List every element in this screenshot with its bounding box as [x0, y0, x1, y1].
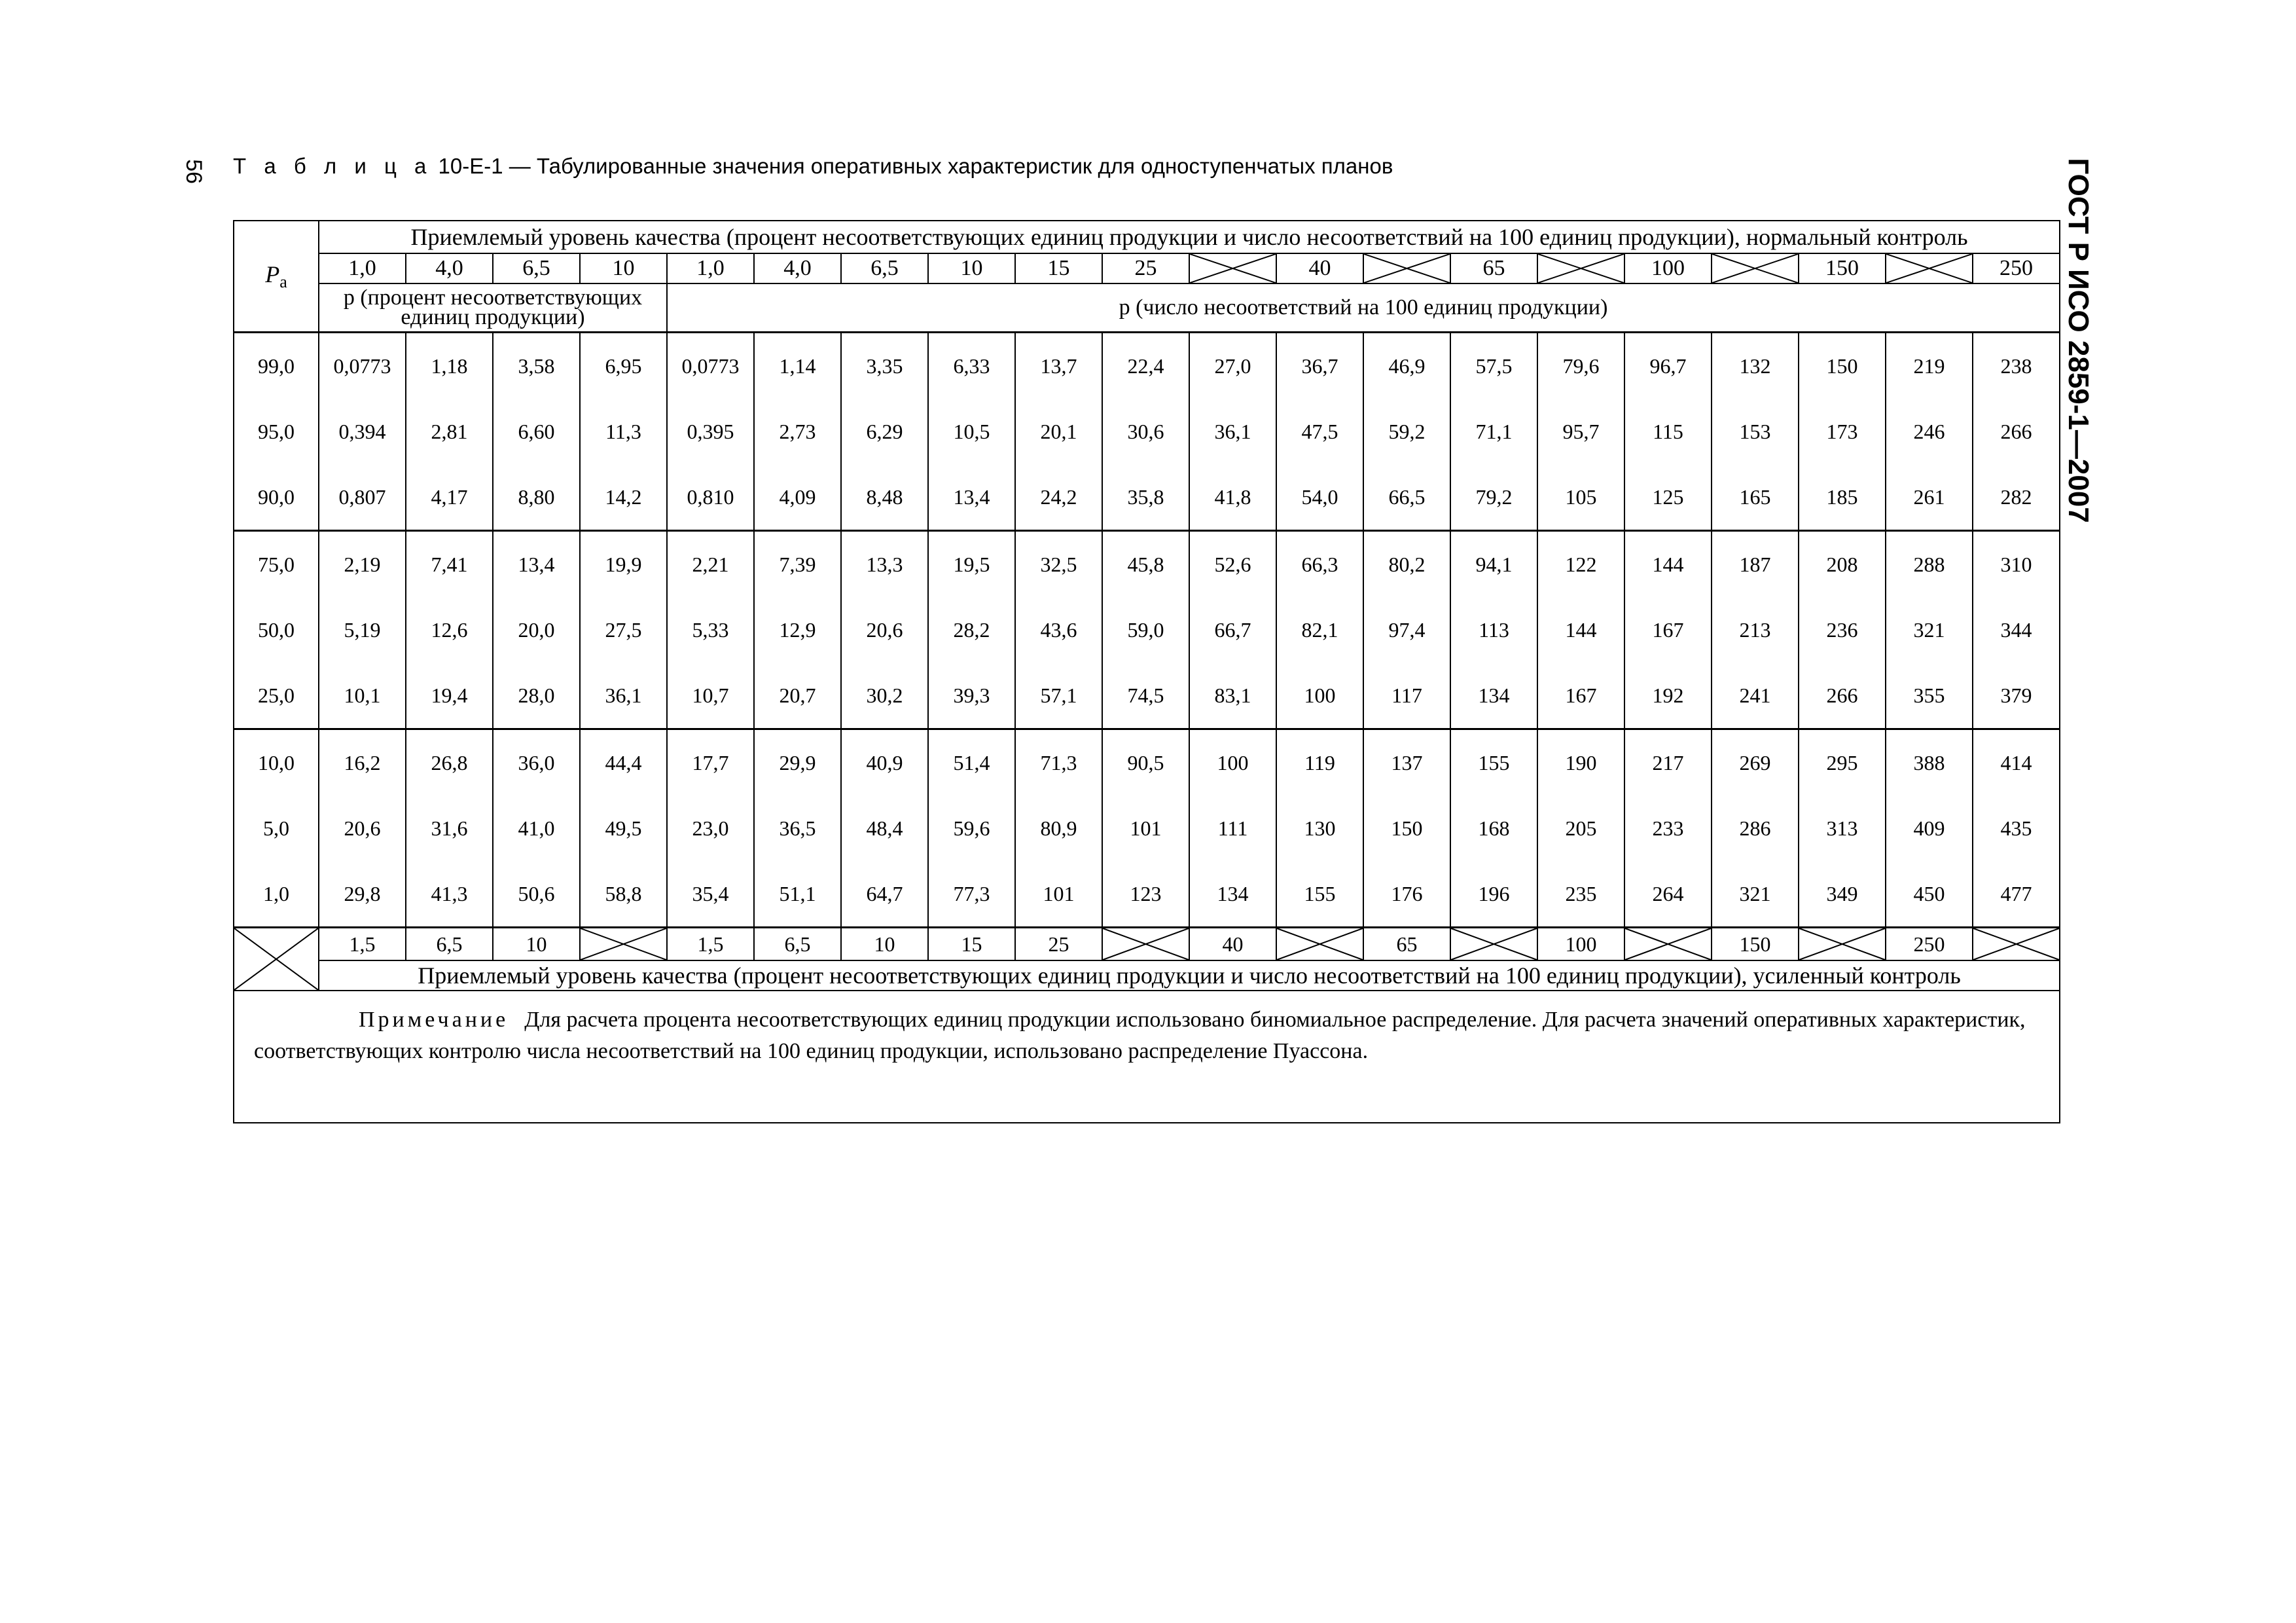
oc-value-cell: 217: [1624, 729, 1712, 796]
oc-value-cell: 58,8: [580, 861, 667, 928]
normal-aql-cell: 1,0: [667, 253, 754, 283]
tightened-aql-crossed-cell: [1276, 928, 1363, 961]
oc-value-cell: 1,18: [406, 333, 493, 399]
oc-value-cell: 19,5: [928, 531, 1015, 598]
oc-value-cell: 36,1: [580, 663, 667, 729]
normal-aql-cell: 4,0: [754, 253, 841, 283]
oc-value-cell: 266: [1799, 663, 1886, 729]
oc-value-cell: 27,5: [580, 597, 667, 663]
oc-value-cell: 288: [1886, 531, 1973, 598]
oc-value-cell: 190: [1537, 729, 1624, 796]
table-row: [234, 597, 2060, 663]
tightened-aql-cell: 250: [1886, 928, 1973, 961]
oc-value-cell: 4,17: [406, 464, 493, 531]
oc-value-cell: 8,80: [493, 464, 580, 531]
tightened-aql-cell: 40: [1189, 928, 1276, 961]
oc-value-cell: 11,3: [580, 399, 667, 464]
oc-value-cell: 269: [1712, 729, 1799, 796]
oc-value-cell: 1,14: [754, 333, 841, 399]
oc-value-cell: 150: [1799, 333, 1886, 399]
oc-value-cell: 155: [1450, 729, 1537, 796]
oc-value-cell: 36,1: [1189, 399, 1276, 464]
oc-value-cell: 155: [1276, 861, 1363, 928]
normal-aql-cell: 10: [580, 253, 667, 283]
oc-value-cell: 31,6: [406, 795, 493, 861]
oc-value-cell: 310: [1973, 531, 2060, 598]
normal-aql-cell: 40: [1276, 253, 1363, 283]
oc-value-cell: 344: [1973, 597, 2060, 663]
oc-value-cell: 0,0773: [319, 333, 406, 399]
oc-value-cell: 35,8: [1102, 464, 1189, 531]
oc-value-cell: 80,9: [1015, 795, 1102, 861]
oc-value-cell: 282: [1973, 464, 2060, 531]
oc-table: [233, 220, 2060, 1123]
oc-value-cell: 349: [1799, 861, 1886, 928]
table-row: [234, 861, 2060, 928]
normal-aql-cell: 6,5: [493, 253, 580, 283]
oc-value-cell: 10,5: [928, 399, 1015, 464]
oc-value-cell: 35,4: [667, 861, 754, 928]
table-row: [234, 663, 2060, 729]
table-caption-text: 10-Е-1 — Табулированные значения оперативных характеристик для одноступенчатых планов: [438, 154, 1393, 178]
oc-value-cell: 6,29: [841, 399, 928, 464]
oc-value-cell: 238: [1973, 333, 2060, 399]
oc-value-cell: 83,1: [1189, 663, 1276, 729]
oc-value-cell: 59,0: [1102, 597, 1189, 663]
header-normal-inspection: Приемлемый уровень качества (процент несоответствующих единиц продукции и число несоответствий на 100 единиц продукции), нормальный контроль: [319, 221, 2060, 253]
oc-value-cell: 111: [1189, 795, 1276, 861]
pa-value-cell: 50,0: [234, 597, 319, 663]
pa-value-cell: 75,0: [234, 531, 319, 598]
oc-value-cell: 44,4: [580, 729, 667, 796]
tightened-aql-cell: 10: [841, 928, 928, 961]
oc-value-cell: 36,0: [493, 729, 580, 796]
oc-value-cell: 13,3: [841, 531, 928, 598]
oc-value-cell: 6,33: [928, 333, 1015, 399]
oc-value-cell: 77,3: [928, 861, 1015, 928]
tightened-aql-crossed-cell: [580, 928, 667, 961]
oc-value-cell: 3,58: [493, 333, 580, 399]
oc-value-cell: 150: [1363, 795, 1450, 861]
standard-designation: ГОСТ Р ИСО 2859-1—2007: [2062, 158, 2094, 523]
oc-value-cell: 379: [1973, 663, 2060, 729]
tightened-aql-cell: 150: [1712, 928, 1799, 961]
pa-value-cell: 90,0: [234, 464, 319, 531]
oc-value-cell: 79,2: [1450, 464, 1537, 531]
oc-value-cell: 95,7: [1537, 399, 1624, 464]
oc-value-cell: 7,41: [406, 531, 493, 598]
oc-value-cell: 167: [1537, 663, 1624, 729]
tightened-aql-cell: 1,5: [667, 928, 754, 961]
oc-value-cell: 130: [1276, 795, 1363, 861]
normal-aql-crossed-cell: [1537, 253, 1624, 283]
oc-value-cell: 0,810: [667, 464, 754, 531]
oc-value-cell: 266: [1973, 399, 2060, 464]
oc-value-cell: 144: [1624, 531, 1712, 598]
oc-value-cell: 123: [1102, 861, 1189, 928]
oc-value-cell: 12,9: [754, 597, 841, 663]
oc-value-cell: 71,3: [1015, 729, 1102, 796]
normal-aql-cell: 15: [1015, 253, 1102, 283]
normal-aql-cell: 6,5: [841, 253, 928, 283]
normal-aql-crossed-cell: [1712, 253, 1799, 283]
oc-value-cell: 196: [1450, 861, 1537, 928]
oc-value-cell: 477: [1973, 861, 2060, 928]
note-label: Примечание: [359, 1008, 509, 1032]
oc-value-cell: 7,39: [754, 531, 841, 598]
tightened-aql-crossed-cell: [1973, 928, 2060, 961]
tightened-aql-crossed-cell: [1450, 928, 1537, 961]
table-note: [234, 991, 2060, 1123]
oc-value-cell: 20,0: [493, 597, 580, 663]
oc-value-cell: 90,5: [1102, 729, 1189, 796]
oc-value-cell: 173: [1799, 399, 1886, 464]
table-row: [234, 729, 2060, 796]
oc-value-cell: 46,9: [1363, 333, 1450, 399]
oc-value-cell: 115: [1624, 399, 1712, 464]
normal-aql-crossed-cell: [1886, 253, 1973, 283]
oc-value-cell: 48,4: [841, 795, 928, 861]
oc-value-cell: 167: [1624, 597, 1712, 663]
oc-value-cell: 2,21: [667, 531, 754, 598]
tightened-aql-cell: 6,5: [754, 928, 841, 961]
pa-value-cell: 25,0: [234, 663, 319, 729]
oc-value-cell: 66,3: [1276, 531, 1363, 598]
oc-value-cell: 51,1: [754, 861, 841, 928]
oc-value-cell: 236: [1799, 597, 1886, 663]
oc-value-cell: 168: [1450, 795, 1537, 861]
oc-value-cell: 176: [1363, 861, 1450, 928]
normal-aql-cell: 4,0: [406, 253, 493, 283]
oc-value-cell: 144: [1537, 597, 1624, 663]
oc-value-cell: 52,6: [1189, 531, 1276, 598]
note-text: Для расчета процента несоответствующих единиц продукции использовано биномиальное распределение. Для расчета значений оперативных характеристик, соответствующих контролю числа несоответствий на 100 единиц продукции, использовано распределение Пуассона.: [254, 1008, 2026, 1063]
tightened-aql-cell: 15: [928, 928, 1015, 961]
oc-value-cell: 13,4: [493, 531, 580, 598]
oc-value-cell: 233: [1624, 795, 1712, 861]
oc-value-cell: 261: [1886, 464, 1973, 531]
normal-aql-cell: 10: [928, 253, 1015, 283]
pa-subscript: a: [279, 272, 287, 292]
oc-value-cell: 57,1: [1015, 663, 1102, 729]
tightened-aql-crossed-cell: [1102, 928, 1189, 961]
oc-value-cell: 2,19: [319, 531, 406, 598]
tightened-aql-crossed-cell: [1799, 928, 1886, 961]
oc-value-cell: 100: [1189, 729, 1276, 796]
oc-value-cell: 0,395: [667, 399, 754, 464]
table-row: [234, 399, 2060, 464]
tightened-aql-cell: 100: [1537, 928, 1624, 961]
oc-value-cell: 8,48: [841, 464, 928, 531]
oc-value-cell: 4,09: [754, 464, 841, 531]
subheader-percent-nonconforming: p (процент несоответствующих единиц продукции): [319, 283, 667, 333]
oc-value-cell: 205: [1537, 795, 1624, 861]
normal-aql-cell: 1,0: [319, 253, 406, 283]
pa-header: [234, 221, 319, 333]
oc-value-cell: 0,807: [319, 464, 406, 531]
oc-value-cell: 132: [1712, 333, 1799, 399]
oc-value-cell: 134: [1450, 663, 1537, 729]
oc-value-cell: 10,7: [667, 663, 754, 729]
normal-aql-cell: 250: [1973, 253, 2060, 283]
oc-value-cell: 14,2: [580, 464, 667, 531]
oc-value-cell: 187: [1712, 531, 1799, 598]
oc-value-cell: 54,0: [1276, 464, 1363, 531]
pa-value-cell: 10,0: [234, 729, 319, 796]
normal-aql-cell: 150: [1799, 253, 1886, 283]
table-row: [234, 333, 2060, 399]
normal-aql-crossed-cell: [1189, 253, 1276, 283]
oc-value-cell: 51,4: [928, 729, 1015, 796]
oc-value-cell: 388: [1886, 729, 1973, 796]
tightened-aql-crossed-cell: [1624, 928, 1712, 961]
oc-value-cell: 295: [1799, 729, 1886, 796]
oc-value-cell: 12,6: [406, 597, 493, 663]
oc-value-cell: 27,0: [1189, 333, 1276, 399]
oc-value-cell: 219: [1886, 333, 1973, 399]
oc-value-cell: 5,33: [667, 597, 754, 663]
oc-value-cell: 74,5: [1102, 663, 1189, 729]
oc-value-cell: 414: [1973, 729, 2060, 796]
table-row: [234, 795, 2060, 861]
oc-value-cell: 39,3: [928, 663, 1015, 729]
oc-value-cell: 59,2: [1363, 399, 1450, 464]
oc-value-cell: 10,1: [319, 663, 406, 729]
oc-value-cell: 23,0: [667, 795, 754, 861]
table-caption-label: Т а б л и ц а: [233, 154, 433, 178]
oc-value-cell: 450: [1886, 861, 1973, 928]
oc-value-cell: 13,7: [1015, 333, 1102, 399]
tightened-aql-cell: 65: [1363, 928, 1450, 961]
oc-value-cell: 96,7: [1624, 333, 1712, 399]
oc-value-cell: 101: [1102, 795, 1189, 861]
oc-value-cell: 113: [1450, 597, 1537, 663]
oc-value-cell: 49,5: [580, 795, 667, 861]
oc-value-cell: 17,7: [667, 729, 754, 796]
oc-value-cell: 45,8: [1102, 531, 1189, 598]
normal-aql-cell: 25: [1102, 253, 1189, 283]
oc-value-cell: 117: [1363, 663, 1450, 729]
oc-value-cell: 40,9: [841, 729, 928, 796]
oc-value-cell: 97,4: [1363, 597, 1450, 663]
oc-value-cell: 355: [1886, 663, 1973, 729]
oc-value-cell: 6,95: [580, 333, 667, 399]
oc-value-cell: 79,6: [1537, 333, 1624, 399]
oc-value-cell: 30,2: [841, 663, 928, 729]
oc-value-cell: 59,6: [928, 795, 1015, 861]
pa-value-cell: 95,0: [234, 399, 319, 464]
oc-value-cell: 94,1: [1450, 531, 1537, 598]
oc-value-cell: 313: [1799, 795, 1886, 861]
oc-value-cell: 0,394: [319, 399, 406, 464]
oc-value-cell: 100: [1276, 663, 1363, 729]
oc-value-cell: 213: [1712, 597, 1799, 663]
oc-value-cell: 119: [1276, 729, 1363, 796]
oc-value-cell: 41,0: [493, 795, 580, 861]
oc-value-cell: 29,8: [319, 861, 406, 928]
oc-value-cell: 50,6: [493, 861, 580, 928]
oc-value-cell: 5,19: [319, 597, 406, 663]
oc-value-cell: 125: [1624, 464, 1712, 531]
oc-value-cell: 264: [1624, 861, 1712, 928]
header-tightened-inspection: Приемлемый уровень качества (процент несоответствующих единиц продукции и число несоответствий на 100 единиц продукции), усиленный контроль: [319, 960, 2060, 991]
oc-value-cell: 241: [1712, 663, 1799, 729]
table-row: [234, 464, 2060, 531]
pa-value-cell: 5,0: [234, 795, 319, 861]
corner-crossed-cell: [234, 928, 319, 991]
oc-value-cell: 43,6: [1015, 597, 1102, 663]
oc-value-cell: 32,5: [1015, 531, 1102, 598]
table-row: [234, 531, 2060, 598]
oc-value-cell: 28,2: [928, 597, 1015, 663]
oc-value-cell: 134: [1189, 861, 1276, 928]
oc-value-cell: 105: [1537, 464, 1624, 531]
oc-value-cell: 41,3: [406, 861, 493, 928]
oc-value-cell: 20,7: [754, 663, 841, 729]
oc-value-cell: 19,4: [406, 663, 493, 729]
oc-value-cell: 2,81: [406, 399, 493, 464]
oc-value-cell: 36,5: [754, 795, 841, 861]
oc-value-cell: 29,9: [754, 729, 841, 796]
pa-value-cell: 99,0: [234, 333, 319, 399]
oc-value-cell: 20,1: [1015, 399, 1102, 464]
oc-value-cell: 66,5: [1363, 464, 1450, 531]
oc-value-cell: 0,0773: [667, 333, 754, 399]
oc-value-cell: 286: [1712, 795, 1799, 861]
oc-value-cell: 47,5: [1276, 399, 1363, 464]
pa-value-cell: 1,0: [234, 861, 319, 928]
oc-value-cell: 19,9: [580, 531, 667, 598]
oc-value-cell: 26,8: [406, 729, 493, 796]
oc-value-cell: 64,7: [841, 861, 928, 928]
oc-value-cell: 321: [1886, 597, 1973, 663]
tightened-aql-cell: 1,5: [319, 928, 406, 961]
oc-value-cell: 409: [1886, 795, 1973, 861]
table-caption: [233, 152, 1393, 181]
oc-value-cell: 80,2: [1363, 531, 1450, 598]
oc-value-cell: 122: [1537, 531, 1624, 598]
oc-value-cell: 208: [1799, 531, 1886, 598]
oc-value-cell: 165: [1712, 464, 1799, 531]
oc-value-cell: 13,4: [928, 464, 1015, 531]
oc-value-cell: 321: [1712, 861, 1799, 928]
oc-value-cell: 36,7: [1276, 333, 1363, 399]
oc-value-cell: 30,6: [1102, 399, 1189, 464]
oc-value-cell: 185: [1799, 464, 1886, 531]
oc-value-cell: 435: [1973, 795, 2060, 861]
oc-value-cell: 28,0: [493, 663, 580, 729]
oc-value-cell: 71,1: [1450, 399, 1537, 464]
oc-value-cell: 24,2: [1015, 464, 1102, 531]
oc-value-cell: 235: [1537, 861, 1624, 928]
oc-value-cell: 41,8: [1189, 464, 1276, 531]
oc-value-cell: 2,73: [754, 399, 841, 464]
tightened-aql-cell: 25: [1015, 928, 1102, 961]
tightened-aql-cell: 6,5: [406, 928, 493, 961]
oc-value-cell: 20,6: [841, 597, 928, 663]
oc-value-cell: 101: [1015, 861, 1102, 928]
oc-value-cell: 192: [1624, 663, 1712, 729]
oc-value-cell: 3,35: [841, 333, 928, 399]
subheader-nonconformities-per-100: p (число несоответствий на 100 единиц продукции): [667, 283, 2060, 333]
oc-value-cell: 246: [1886, 399, 1973, 464]
tightened-aql-cell: 10: [493, 928, 580, 961]
normal-aql-cell: 65: [1450, 253, 1537, 283]
pa-symbol: P: [265, 261, 280, 287]
oc-value-cell: 20,6: [319, 795, 406, 861]
page-number: 56: [181, 159, 206, 184]
oc-value-cell: 66,7: [1189, 597, 1276, 663]
oc-value-cell: 153: [1712, 399, 1799, 464]
oc-value-cell: 137: [1363, 729, 1450, 796]
oc-value-cell: 16,2: [319, 729, 406, 796]
normal-aql-crossed-cell: [1363, 253, 1450, 283]
normal-aql-cell: 100: [1624, 253, 1712, 283]
oc-value-cell: 57,5: [1450, 333, 1537, 399]
oc-value-cell: 82,1: [1276, 597, 1363, 663]
oc-value-cell: 6,60: [493, 399, 580, 464]
oc-value-cell: 22,4: [1102, 333, 1189, 399]
